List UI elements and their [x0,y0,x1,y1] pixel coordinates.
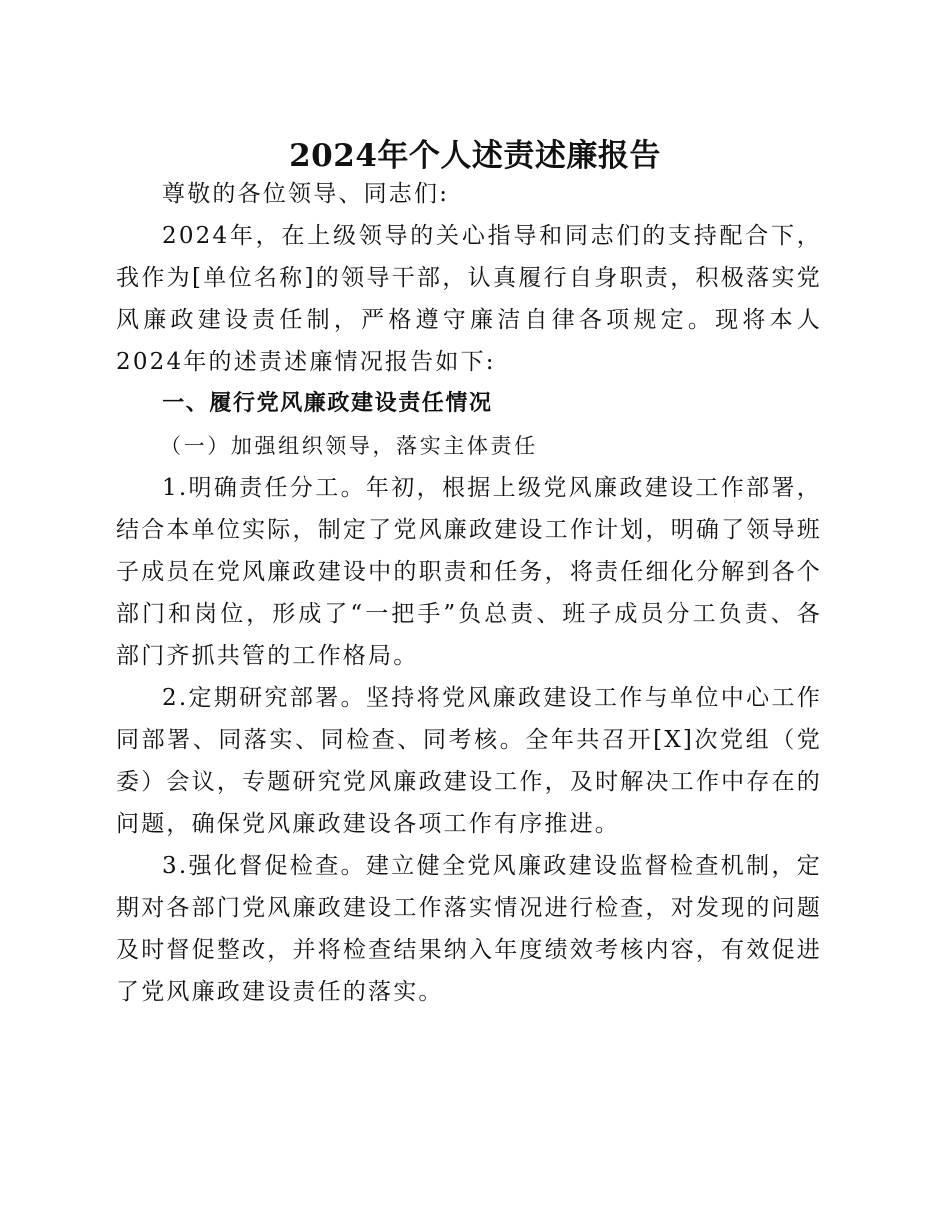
document-body [116,170,822,1013]
greeting-line: 尊敬的各位领导、同志们: [162,181,450,207]
subsection-heading: （一）加强组织领导，落实主体责任 [160,434,538,458]
item-paragraph-3: 3.强化督促检查。建立健全党风廉政建设监督检查机制，定期对各部门党风廉政建设工作落实情况进行检查，对发现的问题及时督促整改，并将检查结果纳入年度绩效考核内容，有效促进了党风廉政建设责任的落实。 [116,853,822,1005]
item-paragraph-2: 2.定期研究部署。坚持将党风廉政建设工作与单位中心工作同部署、同落实、同检查、同考核。全年共召开[X]次党组（党委）会议，专题研究党风廉政建设工作，及时解决工作中存在的问题，确保党风廉政建设各项工作有序推进。 [116,685,822,837]
section-heading: 一、履行党风廉政建设责任情况 [162,391,493,416]
item-paragraph-1: 1.明确责任分工。年初，根据上级党风廉政建设工作部署，结合本单位实际，制定了党风廉政建设工作计划，明确了领导班子成员在党风廉政建设中的职责和任务，将责任细化分解到各个部门和岗位，形成了“一把手”负总责、班子成员分工负责、各部门齐抓共管的工作格局。 [116,475,822,669]
document-title: 2024年个人述责述廉报告 [289,138,661,174]
intro-paragraph: 2024年，在上级领导的关心指导和同志们的支持配合下，我作为[单位名称]的领导干部，认真履行自身职责，积极落实党风廉政建设责任制，严格遵守廉洁自律各项规定。现将本人2024年的述责述廉情况报告如下: [116,223,822,375]
